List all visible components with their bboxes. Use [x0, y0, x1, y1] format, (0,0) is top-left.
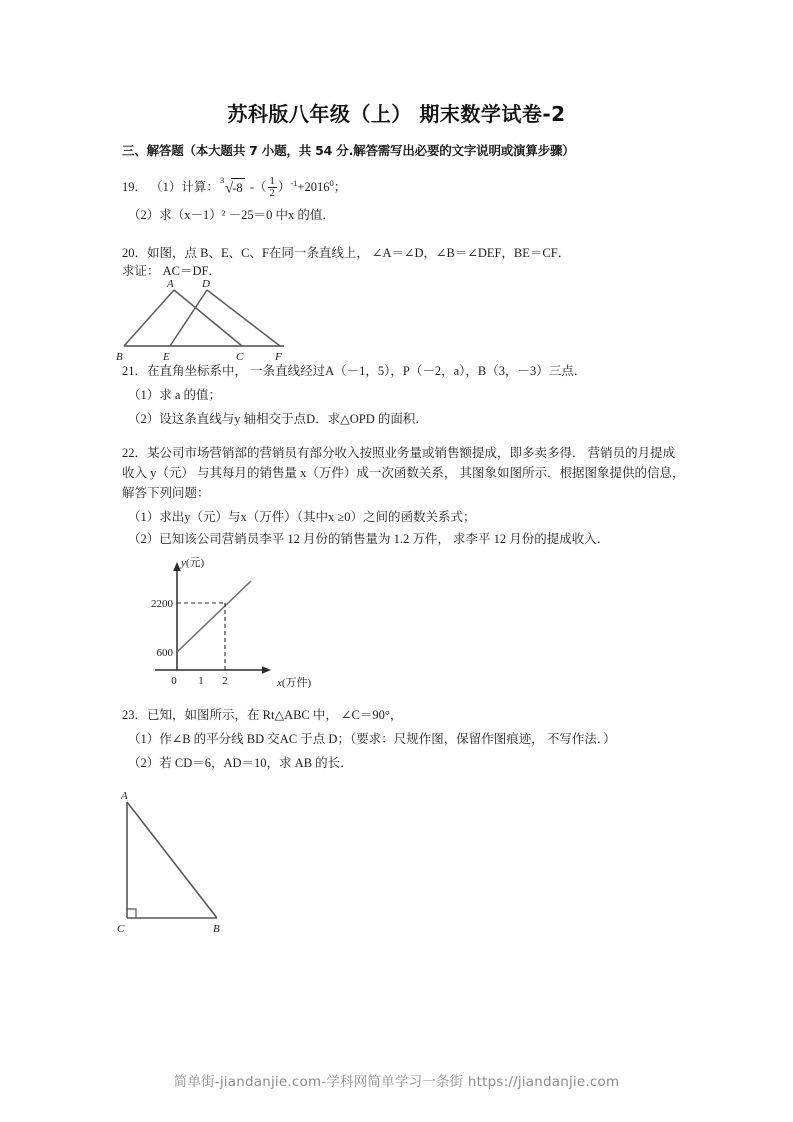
question-23-line1 — [122, 706, 402, 725]
chart-ytick-2200: 2200 — [151, 598, 173, 610]
question-19-number: 19． — [122, 180, 148, 195]
exponent-negative: - — [290, 178, 294, 188]
question-20-line2: 求证： AC＝DF． — [122, 264, 221, 278]
plus-term: +2016 — [297, 180, 330, 195]
svg-text:A: A — [167, 278, 174, 290]
question-21-number: 21． — [122, 364, 148, 378]
paren-open: （ — [253, 180, 267, 195]
question-22-line3: 解答下列问题： — [122, 486, 210, 500]
svg-text:B: B — [213, 923, 220, 935]
question-23-part2: （2）若 CD＝6，AD＝10，求 AB 的长． — [128, 756, 353, 770]
section-heading: 三、解答题（本大题共 7 小题，共 54 分.解答需写出必要的文字说明或演算步骤） — [122, 143, 575, 158]
question-20-text: 如图，点 B、E、C、F在同一条直线上， ∠A＝∠D，∠B＝∠DEF，BE＝CF． — [147, 246, 571, 260]
page-title: 苏科版八年级（上） 期末数学试卷-2 — [227, 102, 566, 126]
right-triangle-diagram — [105, 790, 275, 945]
question-20-line1 — [122, 244, 570, 263]
question-23-text: 已知，如图所示，在 Rt△ABC 中， ∠C＝90°， — [147, 708, 403, 722]
commission-line-chart — [135, 552, 400, 692]
question-22-part1: （1）求出y（元）与x（万件）（其中x ≥0）之间的函数关系式； — [128, 510, 476, 524]
question-20-number: 20． — [122, 246, 148, 260]
exponent-zero: 0 — [329, 178, 334, 188]
question-19-line1 — [122, 174, 346, 200]
footer-watermark: 简单街-jiandanjie.com-学科网简单学习一条街 https://jiandanjie.com — [173, 1074, 620, 1090]
svg-text:C: C — [117, 923, 125, 935]
svg-text:E: E — [163, 351, 170, 363]
svg-text:C: C — [236, 351, 244, 363]
cube-root-icon: 3 √-8 — [225, 178, 245, 199]
svg-text:A: A — [121, 790, 128, 802]
chart-xtick-1: 1 — [198, 675, 204, 687]
exponent-one: 1 — [293, 178, 298, 188]
question-22-part2: （2）已知该公司营销员李平 12 月份的销售量为 1.2 万件， 求李平 12 月份的提成收入． — [128, 532, 610, 546]
question-21-line1 — [122, 362, 586, 381]
question-23-number: 23． — [122, 708, 148, 722]
question-21-part2: （2）设这条直线与y 轴相交于点D．求△OPD 的面积． — [128, 412, 428, 426]
paren-close: ） — [277, 180, 291, 195]
fraction-one-half — [268, 176, 277, 199]
question-22-line2: 收入 y（元） 与其每月的销售量 x（万件）成一次函数关系， 其图象如图所示．根据图象提供的信息， — [122, 466, 685, 480]
chart-xtick-2: 2 — [222, 675, 228, 687]
question-23-part1: （1）作∠B 的平分线 BD 交AC 于点 D；（要求：尺规作图，保留作图痕迹， 不写作法．） — [128, 732, 616, 746]
chart-origin-label: 0 — [171, 675, 177, 687]
minus-sign: - — [249, 180, 254, 195]
svg-text:F: F — [275, 351, 282, 363]
radical-index: 3 — [220, 174, 225, 185]
question-22-line1 — [122, 444, 675, 463]
question-22-text-1: 某公司市场营销部的营销员有部分收入按照业务量或销售额提成，即多卖多得． 营销员的月提成 — [147, 446, 676, 460]
svg-text:B: B — [116, 351, 123, 363]
semicolon: ； — [333, 180, 347, 195]
overlapping-triangles-diagram — [112, 278, 322, 366]
chart-x-axis-label: x(万件) — [277, 677, 312, 689]
svg-text:D: D — [202, 278, 210, 290]
chart-ytick-600: 600 — [156, 647, 173, 659]
question-21-text: 在直角坐标系中， 一条直线经过A（－1，5），P（－2，a），B（3，－3）三点． — [147, 364, 587, 378]
question-22-number: 22． — [122, 446, 148, 460]
fraction-numerator: 1 — [269, 175, 275, 187]
radicand: -8 — [231, 178, 244, 198]
question-19-part1-prefix: （1）计算： — [150, 180, 219, 195]
chart-y-axis-label: y(元) — [181, 557, 205, 569]
question-19-part2: （2）求（x－1）² －25＝0 中x 的值． — [128, 208, 335, 222]
fraction-denominator: 2 — [269, 187, 275, 199]
question-21-part1: （1）求 a 的值； — [128, 388, 222, 402]
